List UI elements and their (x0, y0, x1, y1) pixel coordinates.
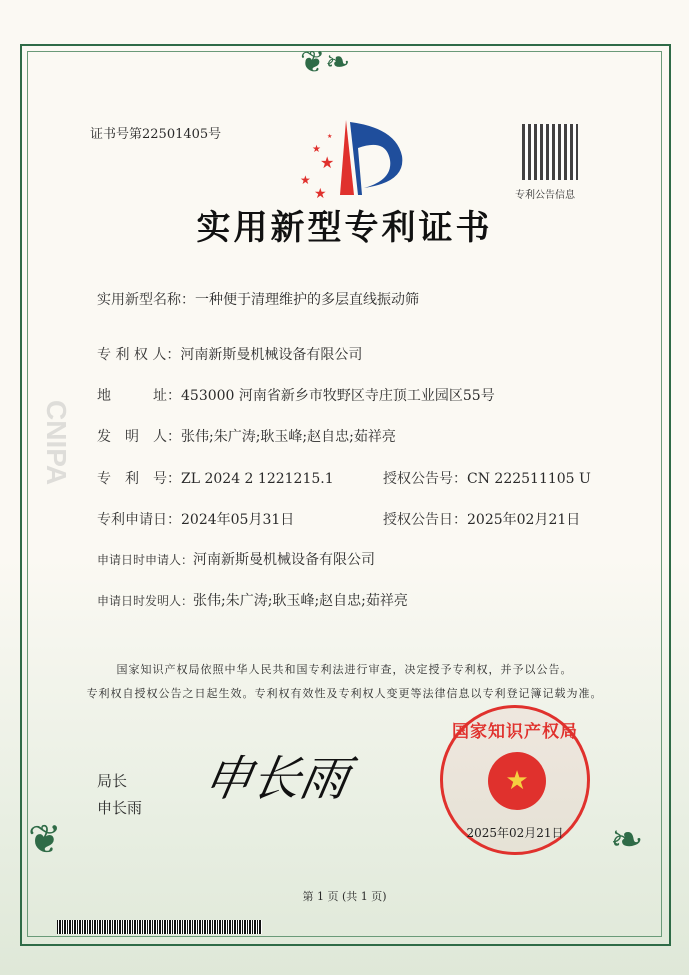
field-value: 453000 河南省新乡市牧野区寺庄顶工业园区55号 (181, 388, 495, 404)
field-label: 发 明 人： (97, 429, 181, 445)
qr-code[interactable] (522, 124, 578, 180)
watermark: CNIPA (41, 400, 72, 486)
field-value: ZL 2024 2 1221215.1 (181, 471, 334, 487)
field-value: 2025年02月21日 (467, 512, 581, 528)
qr-label: 专利公告信息 (515, 190, 575, 201)
barcode (57, 920, 262, 934)
star-icon: ★ (300, 173, 311, 187)
field-label: 专 利 权 人： (97, 347, 181, 363)
field-value: 一种便于清理维护的多层直线振动筛 (195, 292, 419, 308)
field-patentee (97, 344, 362, 364)
field-grant-date (383, 509, 580, 529)
field-inventors (97, 426, 396, 446)
page-number: 第 1 页 (共 1 页) (302, 890, 387, 903)
field-value: 张伟;朱广涛;耿玉峰;赵自忠;茹祥亮 (193, 593, 408, 609)
field-utility-model-name (97, 289, 419, 309)
national-emblem-icon: ★ (488, 752, 546, 810)
seal-date: 2025年02月21日 (466, 826, 564, 840)
field-value: CN 222511105 U (467, 471, 591, 487)
field-value: 张伟;朱广涛;耿玉峰;赵自忠;茹祥亮 (181, 429, 396, 445)
field-label: 申请日时申请人： (97, 553, 194, 567)
signature: 申长雨 (199, 751, 354, 807)
field-label: 地 址： (97, 388, 181, 404)
field-filing-date (97, 509, 294, 529)
field-grant-publication-number (383, 468, 591, 488)
field-label: 专 利 号： (97, 471, 181, 487)
notice-line-1: 国家知识产权局依照中华人民共和国专利法进行审查，决定授予专利权，并予以公告。 (116, 663, 573, 676)
logo-blue-arc (350, 122, 402, 195)
field-address (97, 385, 495, 405)
signatory-title: 局长 (97, 772, 128, 790)
top-ornament-icon: ❦❧ (300, 45, 351, 80)
field-applicant-at-filing (97, 549, 375, 569)
field-label: 申请日时发明人： (97, 594, 194, 608)
field-label: 授权公告号： (383, 471, 467, 487)
corner-ornament-icon: ❦ (28, 817, 62, 863)
field-label: 专利申请日： (97, 512, 181, 528)
certificate-number: 证书号第22501405号 (90, 127, 222, 142)
star-icon: ★ (314, 186, 327, 200)
star-icon: ★ (312, 144, 321, 155)
field-label: 实用新型名称： (97, 292, 195, 308)
signatory-name: 申长雨 (97, 799, 143, 817)
notice-line-2: 专利权自授权公告之日起生效。专利权有效性及专利权人变更等法律信息以专利登记簿记载为准。 (86, 687, 603, 700)
official-seal (440, 705, 590, 855)
field-patent-number (97, 468, 334, 488)
page-title: 实用新型专利证书 (196, 208, 493, 248)
field-value: 2024年05月31日 (181, 512, 295, 528)
cnipa-logo (298, 120, 408, 200)
field-value: 河南新斯曼机械设备有限公司 (193, 552, 376, 568)
seal-text: 国家知识产权局 (452, 722, 578, 742)
field-label: 授权公告日： (383, 512, 467, 528)
star-icon: ★ (320, 153, 335, 172)
star-icon: ★ (327, 133, 333, 140)
field-inventors-at-filing (97, 590, 408, 610)
field-value: 河南新斯曼机械设备有限公司 (180, 347, 363, 363)
corner-ornament-icon: ❧ (610, 817, 644, 863)
